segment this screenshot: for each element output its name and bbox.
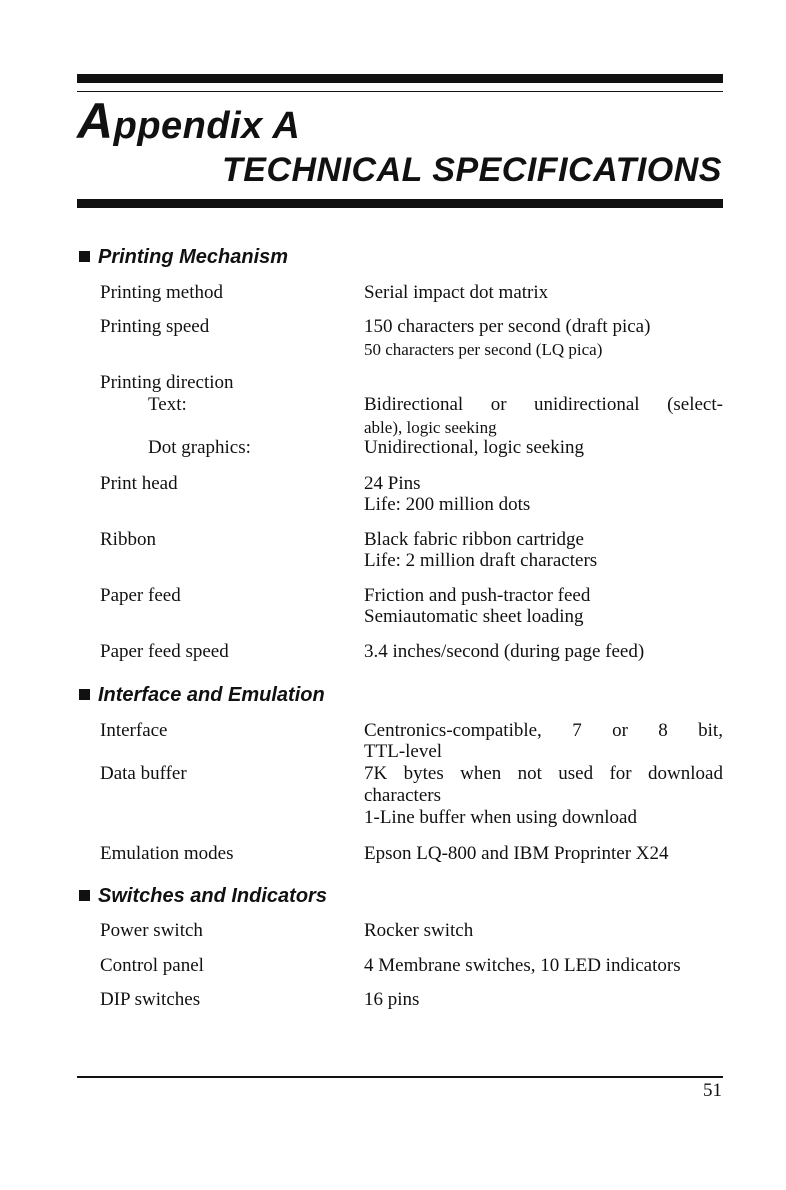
spec-label: Printing speed <box>100 316 210 337</box>
spec-label: Ribbon <box>100 529 156 550</box>
spec-value: 4 Membrane switches, 10 LED indicators <box>364 955 681 976</box>
header-rule-bottom <box>77 199 723 208</box>
spec-label: Printing direction <box>100 372 234 393</box>
spec-value: Black fabric ribbon cartridge <box>364 529 584 550</box>
footer-rule <box>77 1076 723 1078</box>
spec-value: 1-Line buffer when using download <box>364 807 637 828</box>
spec-value: Semiautomatic sheet loading <box>364 606 584 627</box>
spec-sublabel: Text: <box>148 394 187 415</box>
appendix-title <box>77 92 300 150</box>
spec-sublabel: Dot graphics: <box>148 437 251 458</box>
spec-value: Life: 200 million dots <box>364 494 531 515</box>
appendix-title-rest: ppendix A <box>113 105 301 147</box>
square-bullet-icon <box>79 890 90 901</box>
spec-value: 3.4 inches/second (during page feed) <box>364 641 645 662</box>
spec-value: 16 pins <box>364 989 420 1010</box>
spec-value: 50 characters per second (LQ pica) <box>364 340 603 359</box>
spec-label: Paper feed <box>100 585 181 606</box>
spec-label: DIP switches <box>100 989 201 1010</box>
section-heading-printing-mechanism: Printing Mechanism <box>79 246 288 269</box>
spec-value: able), logic seeking <box>364 418 497 437</box>
spec-value: Centronics-compatible, 7 or 8 bit, <box>364 720 723 741</box>
header-rule-top <box>77 74 723 83</box>
spec-value: Rocker switch <box>364 920 474 941</box>
spec-label: Printing method <box>100 282 223 303</box>
square-bullet-icon <box>79 251 90 262</box>
square-bullet-icon <box>79 689 90 700</box>
spec-value: Friction and push-tractor feed <box>364 585 591 606</box>
spec-value: 150 characters per second (draft pica) <box>364 316 651 337</box>
spec-label: Print head <box>100 473 178 494</box>
appendix-initial: A <box>77 93 114 149</box>
page-subtitle: TECHNICAL SPECIFICATIONS <box>222 151 722 189</box>
spec-value: Epson LQ-800 and IBM Proprinter X24 <box>364 843 669 864</box>
spec-label: Power switch <box>100 920 203 941</box>
section-heading-switches-indicators: Switches and Indicators <box>79 885 327 908</box>
spec-label: Control panel <box>100 955 204 976</box>
spec-value: TTL-level <box>364 741 443 762</box>
spec-value: Serial impact dot matrix <box>364 282 549 303</box>
spec-value: Bidirectional or unidirectional (select- <box>364 394 723 415</box>
spec-label: Paper feed speed <box>100 641 229 662</box>
spec-value: Life: 2 million draft characters <box>364 550 598 571</box>
spec-label: Data buffer <box>100 763 187 784</box>
spec-label: Interface <box>100 720 168 741</box>
section-heading-interface-emulation: Interface and Emulation <box>79 684 325 707</box>
spec-label: Emulation modes <box>100 843 234 864</box>
spec-value: Unidirectional, logic seeking <box>364 437 585 458</box>
spec-value: 7K bytes when not used for download <box>364 763 723 784</box>
spec-value: 24 Pins <box>364 473 421 494</box>
page-number: 51 <box>703 1080 722 1101</box>
spec-value: characters <box>364 785 441 806</box>
